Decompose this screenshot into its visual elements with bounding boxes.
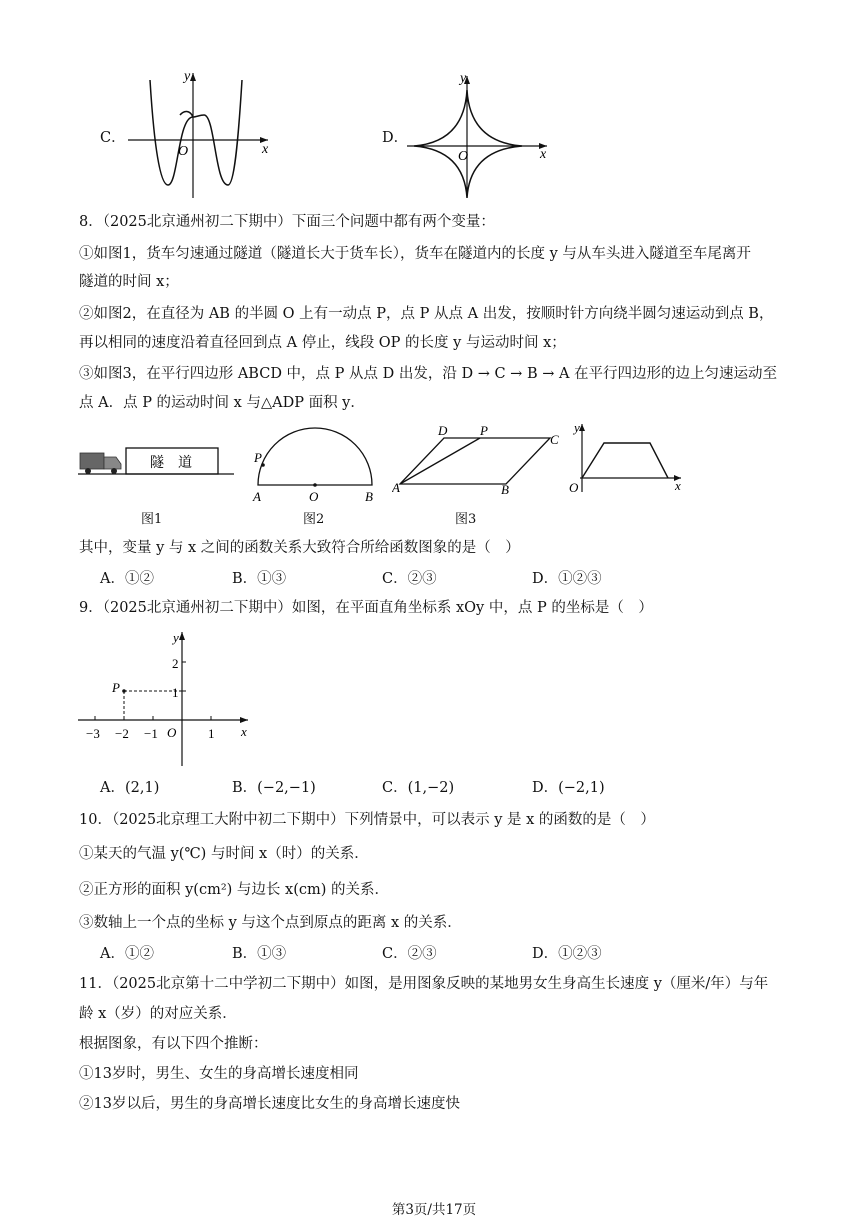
point-o-label: O bbox=[309, 489, 319, 504]
q8-option-b: B．①③ bbox=[232, 571, 287, 587]
vertex-a-label: A bbox=[392, 480, 400, 495]
graph-option-d bbox=[402, 70, 552, 200]
q9-stem: 9．（2025北京通州初二下期中）如图，在平面直角坐标系 xOy 中，点 P 的坐标是（ ） bbox=[79, 600, 653, 616]
q8-option-d: D．①②③ bbox=[532, 571, 602, 587]
q8-item1-line1: ①如图1，货车匀速通过隧道（隧道长大于货车长），货车在隧道内的长度 y 与从车头进入隧道至车尾离开 bbox=[79, 246, 751, 262]
graph-option-c bbox=[120, 65, 280, 200]
x-axis-label: x bbox=[540, 147, 547, 162]
x-axis-label: x bbox=[262, 142, 269, 157]
figure-1-tunnel bbox=[78, 440, 236, 485]
q10-statement-1: ①某天的气温 y(℃) 与时间 x（时）的关系． bbox=[79, 846, 369, 862]
tunnel-label: 隧 道 bbox=[150, 456, 192, 471]
y-axis-label: y bbox=[460, 71, 467, 86]
option-d-label: D． bbox=[382, 130, 409, 146]
x-axis-label: x bbox=[241, 724, 247, 739]
point-p-label: P bbox=[112, 680, 120, 695]
figure-3-caption: 图3 bbox=[455, 512, 477, 527]
vertex-d-label: D bbox=[438, 423, 448, 438]
x-axis-label: x bbox=[675, 478, 681, 493]
point-b-label: B bbox=[365, 489, 373, 504]
figure-2-caption: 图2 bbox=[303, 512, 325, 527]
origin-label: O bbox=[178, 144, 189, 159]
q11-inference-1: ①13岁时，男生、女生的身高增长速度相同 bbox=[79, 1066, 359, 1082]
origin-label: O bbox=[167, 725, 177, 740]
y-axis-label: y bbox=[574, 420, 580, 435]
point-p-label: P bbox=[254, 450, 262, 465]
q10-option-b: B．①③ bbox=[232, 946, 287, 962]
page-footer: 第3页/共17页 bbox=[391, 1202, 477, 1218]
q9-option-b: B．(−2,−1) bbox=[232, 780, 316, 796]
q10-statement-3: ③数轴上一个点的坐标 y 与这个点到原点的距离 x 的关系． bbox=[79, 915, 462, 931]
q8-item2-line1: ②如图2，在直径为 AB 的半圆 O 上有一动点 P，点 P 从点 A 出发，按顺时针方向绕半圆匀速运动到点 B， bbox=[79, 306, 774, 322]
tick-y-1: 1 bbox=[172, 685, 179, 700]
point-a-label: A bbox=[253, 489, 261, 504]
tick-x-neg1: −1 bbox=[144, 726, 158, 741]
figure-3-parallelogram bbox=[392, 422, 567, 500]
q11-stem-line2: 龄 x（岁）的对应关系． bbox=[79, 1006, 237, 1022]
q10-statement-2: ②正方形的面积 y(cm²) 与边长 x(cm) 的关系． bbox=[79, 882, 389, 898]
tick-x-1: 1 bbox=[208, 726, 215, 741]
q8-item1-line2: 隧道的时间 x； bbox=[79, 274, 179, 290]
q9-option-c: C．(1,−2) bbox=[382, 780, 455, 796]
q10-option-d: D．①②③ bbox=[532, 946, 602, 962]
origin-label: O bbox=[458, 149, 469, 164]
q10-option-a: A．①② bbox=[100, 946, 154, 962]
q8-item2-line2: 再以相同的速度沿着直径回到点 A 停止，线段 OP 的长度 y 与运动时间 x； bbox=[79, 335, 566, 351]
tick-x-neg3: −3 bbox=[86, 726, 100, 741]
vertex-c-label: C bbox=[550, 432, 559, 447]
vertex-p-label: P bbox=[480, 423, 488, 438]
q9-coordinate-plane bbox=[78, 628, 258, 768]
option-c-label: C． bbox=[100, 130, 126, 146]
figure-1-caption: 图1 bbox=[141, 512, 163, 527]
q11-inference-2: ②13岁以后，男生的身高增长速度比女生的身高增长速度快 bbox=[79, 1096, 460, 1112]
figure-function-graph bbox=[566, 420, 686, 498]
q8-item3-line2: 点 A．点 P 的运动时间 x 与△ADP 面积 y． bbox=[79, 395, 365, 411]
q10-stem: 10．（2025北京理工大附中初二下期中）下列情景中，可以表示 y 是 x 的函数的是（ ） bbox=[79, 812, 655, 828]
q8-item3-line1: ③如图3，在平行四边形 ABCD 中，点 P 从点 D 出发，沿 D → C → B → A 在平行四边形的边上匀速运动至 bbox=[79, 366, 778, 382]
q9-option-d: D．(−2,1) bbox=[532, 780, 605, 796]
y-axis-label: y bbox=[184, 69, 191, 84]
vertex-b-label: B bbox=[501, 482, 509, 497]
y-axis-label: y bbox=[173, 630, 179, 645]
q8-stem: 8．（2025北京通州初二下期中）下面三个问题中都有两个变量： bbox=[79, 214, 495, 230]
q11-stem-line1: 11．（2025北京第十二中学初二下期中）如图，是用图象反映的某地男女生身高生长速度 y（厘米/年）与年 bbox=[79, 976, 769, 992]
q8-option-c: C．②③ bbox=[382, 571, 437, 587]
tick-y-2: 2 bbox=[172, 656, 179, 671]
q9-option-a: A．(2,1) bbox=[100, 780, 160, 796]
q8-question: 其中，变量 y 与 x 之间的函数关系大致符合所给函数图象的是（ ） bbox=[79, 540, 520, 556]
q8-option-a: A．①② bbox=[100, 571, 154, 587]
tick-x-neg2: −2 bbox=[115, 726, 129, 741]
origin-label: O bbox=[569, 480, 579, 495]
q10-option-c: C．②③ bbox=[382, 946, 437, 962]
q11-intro: 根据图象，有以下四个推断： bbox=[79, 1036, 268, 1052]
figure-2-semicircle bbox=[250, 425, 382, 505]
